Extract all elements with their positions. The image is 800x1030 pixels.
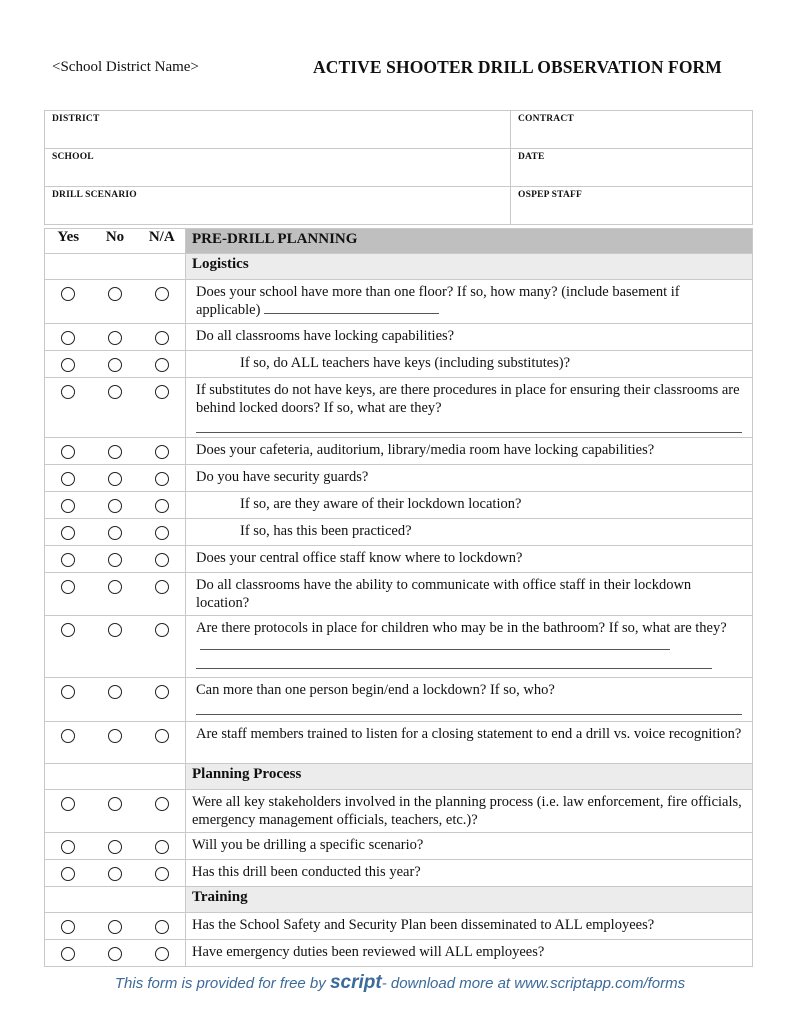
yes-radio[interactable] <box>61 526 75 540</box>
yes-radio[interactable] <box>61 729 75 743</box>
question-cell <box>186 324 753 351</box>
question-row <box>45 616 753 678</box>
question-cell <box>186 833 753 860</box>
question-row <box>45 722 753 764</box>
school-field[interactable] <box>45 149 511 187</box>
drill-scenario-label: DRILL SCENARIO <box>52 190 137 200</box>
yes-radio[interactable] <box>61 840 75 854</box>
yes-radio[interactable] <box>61 947 75 961</box>
na-radio[interactable] <box>155 472 169 486</box>
no-radio[interactable] <box>108 580 122 594</box>
question-text: If substitutes do not have keys, are there procedures in place for ensuring their classrooms are behind locked doors? If so, what are they? <box>196 382 740 416</box>
na-radio[interactable] <box>155 947 169 961</box>
question-row <box>45 324 753 351</box>
na-radio[interactable] <box>155 840 169 854</box>
no-radio[interactable] <box>108 445 122 459</box>
yes-radio[interactable] <box>61 867 75 881</box>
no-radio[interactable] <box>108 685 122 699</box>
na-radio[interactable] <box>155 623 169 637</box>
yes-radio[interactable] <box>61 580 75 594</box>
answer-line[interactable] <box>196 431 742 433</box>
na-radio[interactable] <box>155 499 169 513</box>
date-field[interactable] <box>511 149 753 187</box>
yes-radio[interactable] <box>61 331 75 345</box>
question-text: Were all key stakeholders involved in the planning process (i.e. law enforcement, fire officials, emergency management officials, teachers, etc.)? <box>192 794 742 828</box>
na-radio[interactable] <box>155 729 169 743</box>
question-row <box>45 465 753 492</box>
yes-radio[interactable] <box>61 358 75 372</box>
no-radio[interactable] <box>108 623 122 637</box>
no-radio[interactable] <box>108 499 122 513</box>
section-row-logistics <box>45 254 753 280</box>
question-text: Do you have security guards? <box>196 469 369 485</box>
no-radio[interactable] <box>108 287 122 301</box>
no-radio[interactable] <box>108 729 122 743</box>
section-title: PRE-DRILL PLANNING <box>186 229 753 254</box>
question-row <box>45 573 753 616</box>
no-radio[interactable] <box>108 797 122 811</box>
question-cell <box>186 438 753 465</box>
yes-radio[interactable] <box>61 920 75 934</box>
question-cell <box>186 465 753 492</box>
no-radio[interactable] <box>108 840 122 854</box>
question-text: If so, has this been practiced? <box>240 523 412 539</box>
question-text: Do all classrooms have the ability to communicate with office staff in their lockdown location? <box>196 577 692 611</box>
question-text: Can more than one person begin/end a lockdown? If so, who? <box>196 682 555 698</box>
question-text: Has this drill been conducted this year? <box>192 864 421 880</box>
question-row <box>45 546 753 573</box>
question-cell <box>186 913 753 940</box>
na-radio[interactable] <box>155 526 169 540</box>
question-cell <box>186 351 753 378</box>
no-radio[interactable] <box>108 947 122 961</box>
yes-radio[interactable] <box>61 287 75 301</box>
question-row <box>45 833 753 860</box>
form-title: ACTIVE SHOOTER DRILL OBSERVATION FORM <box>313 57 722 77</box>
question-row <box>45 678 753 722</box>
question-text: Have emergency duties been reviewed will ALL employees? <box>192 944 545 960</box>
col-no-header: No <box>92 229 139 254</box>
na-radio[interactable] <box>155 553 169 567</box>
section-training-title: Training <box>186 887 753 913</box>
question-text: Does your central office staff know where to lockdown? <box>196 550 523 566</box>
no-radio[interactable] <box>108 553 122 567</box>
no-radio[interactable] <box>108 385 122 399</box>
footer-suffix[interactable]: - download more at www.scriptapp.com/forms <box>381 975 686 992</box>
question-cell <box>186 492 753 519</box>
district-label: DISTRICT <box>52 114 100 124</box>
footer-prefix: This form is provided for free by <box>114 975 330 992</box>
na-radio[interactable] <box>155 358 169 372</box>
yes-radio[interactable] <box>61 385 75 399</box>
footer-brand[interactable]: script <box>329 972 382 993</box>
na-radio[interactable] <box>155 797 169 811</box>
answer-line[interactable] <box>196 713 742 715</box>
question-text: Does your school have more than one floor? If so, how many? (include basement if applicable) <box>196 284 680 318</box>
no-radio[interactable] <box>108 331 122 345</box>
ospep-staff-field[interactable] <box>511 187 753 225</box>
footer <box>0 972 800 994</box>
yes-radio[interactable] <box>61 797 75 811</box>
na-radio[interactable] <box>155 331 169 345</box>
question-row <box>45 438 753 465</box>
na-radio[interactable] <box>155 685 169 699</box>
question-text: If so, are they aware of their lockdown location? <box>240 496 522 512</box>
na-radio[interactable] <box>155 867 169 881</box>
section-planning-title: Planning Process <box>186 764 753 790</box>
district-name-placeholder: <School District Name> <box>52 59 199 75</box>
header-row <box>45 229 753 254</box>
yes-radio[interactable] <box>61 472 75 486</box>
ospep-staff-label: OSPEP STAFF <box>518 190 583 200</box>
question-cell <box>186 378 753 438</box>
drill-scenario-field[interactable] <box>45 187 511 225</box>
no-radio[interactable] <box>108 526 122 540</box>
yes-radio[interactable] <box>61 553 75 567</box>
question-row <box>45 860 753 887</box>
question-row <box>45 378 753 438</box>
question-row <box>45 519 753 546</box>
question-text: Has the School Safety and Security Plan been disseminated to ALL employees? <box>192 917 655 933</box>
col-na-header: N/A <box>139 229 186 254</box>
question-cell <box>186 280 753 324</box>
question-row <box>45 351 753 378</box>
checklist-table <box>44 228 753 967</box>
section-row-planning <box>45 764 753 790</box>
question-text: Does your cafeteria, auditorium, library/media room have locking capabilities? <box>196 442 655 458</box>
date-label: DATE <box>518 152 545 162</box>
question-row <box>45 492 753 519</box>
question-row <box>45 790 753 833</box>
question-cell <box>186 519 753 546</box>
na-radio[interactable] <box>155 445 169 459</box>
answer-line[interactable] <box>200 637 670 650</box>
school-label: SCHOOL <box>52 152 94 162</box>
question-text: Are there protocols in place for children who may be in the bathroom? If so, what are they? <box>196 620 727 636</box>
question-text: Do all classrooms have locking capabilities? <box>196 328 455 344</box>
district-field[interactable] <box>45 111 511 149</box>
na-radio[interactable] <box>155 920 169 934</box>
col-yes-header: Yes <box>45 229 92 254</box>
section-row-training <box>45 887 753 913</box>
answer-line[interactable] <box>264 301 439 314</box>
question-cell <box>186 616 753 678</box>
info-table <box>44 110 753 225</box>
question-row <box>45 280 753 324</box>
section-spacer <box>45 764 186 790</box>
yes-radio[interactable] <box>61 685 75 699</box>
yes-radio[interactable] <box>61 499 75 513</box>
question-cell <box>186 790 753 833</box>
section-logistics-title: Logistics <box>186 254 753 280</box>
question-text: Will you be drilling a specific scenario? <box>192 837 424 853</box>
question-cell <box>186 573 753 616</box>
section-spacer <box>45 887 186 913</box>
contract-field[interactable] <box>511 111 753 149</box>
na-radio[interactable] <box>155 580 169 594</box>
question-text: If so, do ALL teachers have keys (including substitutes)? <box>240 355 571 371</box>
na-radio[interactable] <box>155 385 169 399</box>
question-row <box>45 913 753 940</box>
no-radio[interactable] <box>108 920 122 934</box>
question-text: Are staff members trained to listen for a closing statement to end a drill vs. voice recognition? <box>196 726 742 742</box>
question-cell <box>186 546 753 573</box>
na-radio[interactable] <box>155 287 169 301</box>
no-radio[interactable] <box>108 867 122 881</box>
question-cell <box>186 722 753 764</box>
question-row <box>45 940 753 967</box>
contract-label: CONTRACT <box>518 114 574 124</box>
yes-radio[interactable] <box>61 445 75 459</box>
section-spacer <box>45 254 186 280</box>
answer-line-2[interactable] <box>196 667 712 669</box>
yes-radio[interactable] <box>61 623 75 637</box>
no-radio[interactable] <box>108 472 122 486</box>
no-radio[interactable] <box>108 358 122 372</box>
question-cell <box>186 940 753 967</box>
question-cell <box>186 860 753 887</box>
question-cell <box>186 678 753 722</box>
